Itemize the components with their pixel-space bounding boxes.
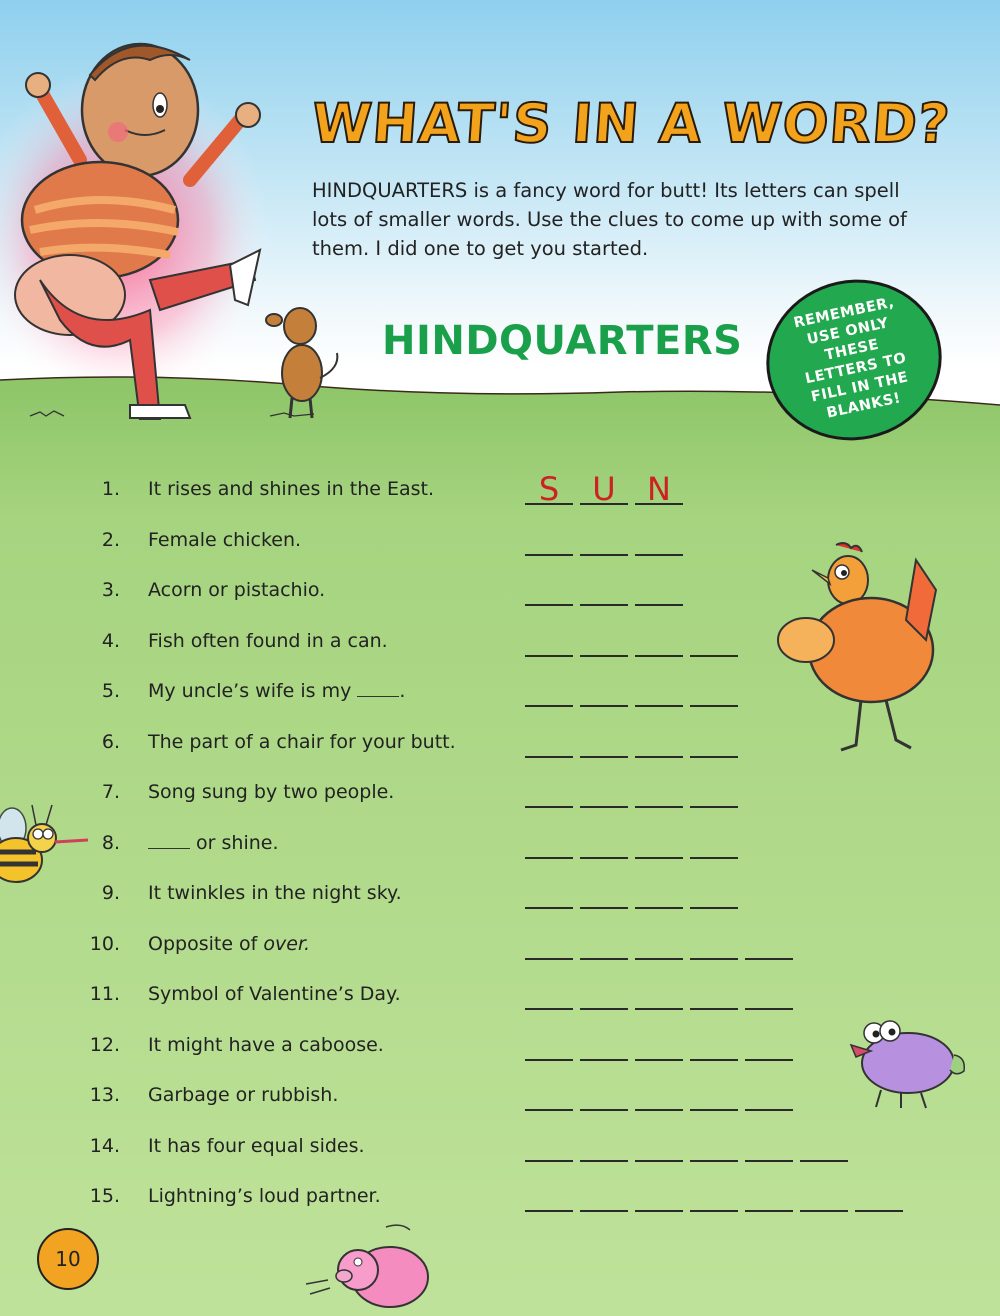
clue-number: 9. (101, 882, 120, 904)
answer-blank[interactable] (580, 826, 628, 859)
answer-blank[interactable] (745, 1179, 793, 1212)
clue-text (148, 933, 310, 955)
clue-row (0, 1129, 1000, 1169)
answer-blank[interactable] (690, 1028, 738, 1061)
answer-blank[interactable] (580, 1078, 628, 1111)
clue-text-after: . (399, 680, 406, 702)
answer-blank[interactable] (690, 977, 738, 1010)
answer-blank[interactable] (525, 977, 573, 1010)
answer-blank[interactable]: U (580, 472, 628, 505)
answer-blank[interactable] (580, 977, 628, 1010)
clue-row (0, 977, 1000, 1017)
answer-blank[interactable]: N (635, 472, 683, 505)
clue-text: It has four equal sides. (148, 1134, 365, 1157)
answer-blank[interactable] (635, 523, 683, 556)
answer-blank[interactable] (635, 1028, 683, 1061)
clue-text-emphasis: over. (263, 932, 311, 955)
answer-blank[interactable] (635, 876, 683, 909)
clue-number: 11. (89, 983, 120, 1005)
clue-text (148, 832, 279, 854)
page-title: WHAT'S IN A WORD? (309, 92, 953, 155)
answer-blank[interactable] (690, 775, 738, 808)
answer-blank[interactable] (635, 927, 683, 960)
clue-number: 3. (101, 579, 120, 601)
answer-blank[interactable] (745, 1028, 793, 1061)
answer-blank[interactable] (580, 573, 628, 606)
clue-text: Fish often found in a can. (148, 629, 388, 652)
answer-blank[interactable] (525, 876, 573, 909)
answer-blank[interactable] (525, 624, 573, 657)
clue-row (0, 775, 1000, 815)
clue-row (0, 573, 1000, 613)
answer-blank[interactable] (635, 725, 683, 758)
clue-number: 5. (101, 680, 120, 702)
answer-blank[interactable] (525, 826, 573, 859)
clue-row (0, 927, 1000, 967)
clue-text-before: My uncle’s wife is my (148, 680, 358, 702)
clue-number: 2. (101, 528, 120, 551)
clue-text: The part of a chair for your butt. (148, 730, 456, 753)
answer-blank[interactable] (580, 1028, 628, 1061)
clue-text: It rises and shines in the East. (148, 478, 435, 500)
answer-blank[interactable] (580, 775, 628, 808)
answer-blank[interactable] (525, 1078, 573, 1111)
clue-number: 8. (101, 831, 120, 854)
clue-text: Song sung by two people. (148, 781, 395, 803)
answer-blank[interactable] (690, 1179, 738, 1212)
answer-blank[interactable] (525, 1179, 573, 1212)
answer-blank[interactable] (525, 674, 573, 707)
answer-blank[interactable] (745, 1129, 793, 1162)
clue-text (148, 680, 405, 702)
clue-text: Symbol of Valentine’s Day. (148, 983, 401, 1005)
clue-text: It might have a caboose. (148, 1033, 384, 1056)
answer-blank[interactable] (525, 573, 573, 606)
answer-blank[interactable] (580, 927, 628, 960)
intro-paragraph: HINDQUARTERS is a fancy word for butt! Its letters can spell lots of smaller words. Use the clues to come up with some of them. I did one to get you started. (312, 179, 907, 260)
answer-blank[interactable] (690, 927, 738, 960)
clue-row (0, 725, 1000, 765)
answer-blank[interactable] (635, 573, 683, 606)
answer-blank[interactable] (690, 826, 738, 859)
answer-blank[interactable] (525, 1129, 573, 1162)
answer-blank[interactable] (745, 977, 793, 1010)
clue-number: 6. (101, 730, 120, 753)
answer-blank[interactable] (525, 1028, 573, 1061)
answer-blank[interactable] (580, 1129, 628, 1162)
answer-blank[interactable] (635, 826, 683, 859)
answer-blank[interactable] (635, 977, 683, 1010)
clue-row (0, 1078, 1000, 1118)
answer-blank[interactable] (855, 1179, 903, 1212)
clue-text: It twinkles in the night sky. (148, 882, 402, 904)
answer-blank[interactable] (635, 1078, 683, 1111)
answer-blank[interactable] (690, 876, 738, 909)
clue-number: 12. (89, 1033, 120, 1056)
clue-row (0, 674, 1000, 714)
clue-number: 1. (101, 478, 120, 500)
answer-blank[interactable] (580, 523, 628, 556)
answer-blank[interactable] (635, 775, 683, 808)
clue-row (0, 1179, 1000, 1219)
inline-blank (357, 681, 399, 697)
answer-blank[interactable] (635, 674, 683, 707)
clue-text: Acorn or pistachio. (148, 579, 326, 601)
answer-blank[interactable] (580, 876, 628, 909)
clue-number: 13. (89, 1084, 120, 1106)
answer-blank[interactable] (635, 1129, 683, 1162)
clue-row (0, 876, 1000, 916)
answer-blank[interactable] (800, 1129, 848, 1162)
pig-icon (306, 1222, 446, 1316)
answer-blank[interactable] (745, 1078, 793, 1111)
answer-blank[interactable] (525, 775, 573, 808)
answer-blank[interactable] (525, 725, 573, 758)
clue-number: 4. (101, 629, 120, 652)
answer-blank[interactable] (525, 927, 573, 960)
answer-blank[interactable] (800, 1179, 848, 1212)
answer-blank[interactable] (690, 624, 738, 657)
answer-blank[interactable] (580, 624, 628, 657)
clue-number: 7. (101, 781, 120, 803)
answer-blank[interactable] (580, 674, 628, 707)
answer-blank[interactable]: S (525, 472, 573, 505)
answer-blank[interactable] (525, 523, 573, 556)
clue-number: 10. (89, 932, 120, 955)
reminder-text: REMEMBER, USE ONLY THESE LETTERS TO FILL IN THE BLANKS! (792, 294, 910, 422)
clue-row (0, 523, 1000, 563)
clue-number: 14. (89, 1134, 120, 1157)
page-number: 10 (37, 1228, 99, 1290)
clue-row (0, 624, 1000, 664)
answer-blank[interactable] (690, 725, 738, 758)
inline-blank (148, 833, 190, 849)
clue-text-after: or shine. (190, 831, 279, 854)
clue-row (0, 826, 1000, 866)
clue-row (0, 472, 1000, 512)
answer-blank[interactable] (635, 1179, 683, 1212)
clue-text-before: Opposite of (148, 932, 264, 955)
answer-blank[interactable] (580, 1179, 628, 1212)
answer-blank[interactable] (690, 674, 738, 707)
answer-blank[interactable] (690, 1078, 738, 1111)
clue-row (0, 1028, 1000, 1068)
answer-blank[interactable] (580, 725, 628, 758)
answer-blank[interactable] (745, 927, 793, 960)
clue-number: 15. (89, 1185, 120, 1207)
boy-dancing-icon (0, 20, 290, 420)
dog-icon (262, 298, 352, 423)
answer-blank[interactable] (635, 624, 683, 657)
source-word: HINDQUARTERS (382, 318, 743, 364)
answer-blank[interactable] (690, 1129, 738, 1162)
clue-text: Female chicken. (148, 528, 302, 551)
clue-text: Lightning’s loud partner. (148, 1185, 381, 1207)
clue-text: Garbage or rubbish. (148, 1084, 339, 1106)
